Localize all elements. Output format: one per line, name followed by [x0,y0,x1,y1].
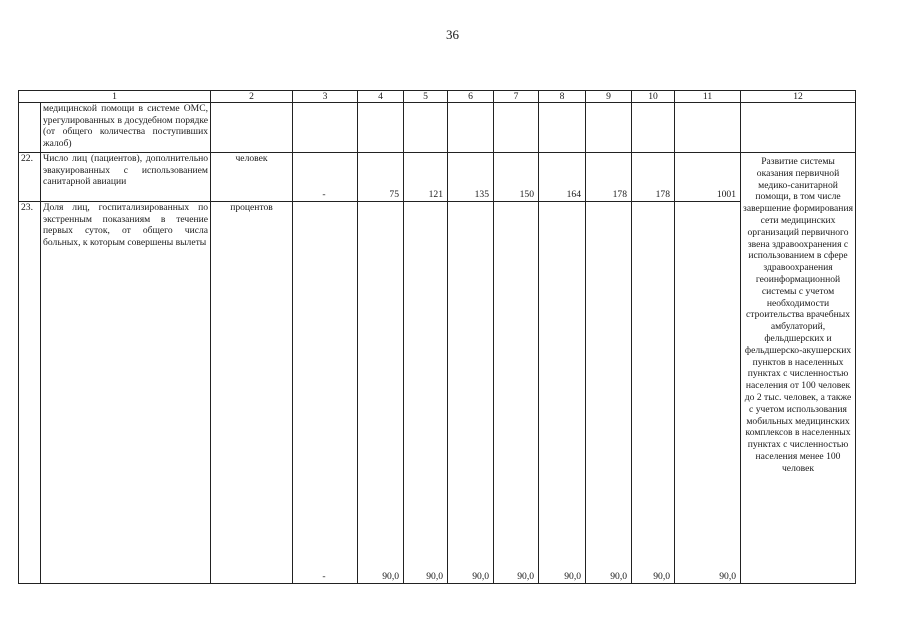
col-header-7: 7 [494,91,539,103]
value-cell: 121 [404,153,448,202]
value-cell: 90,0 [539,202,586,584]
row-number [19,103,41,153]
value-cell: 90,0 [494,202,539,584]
value-cell: 178 [632,153,675,202]
column-number-header [19,91,856,103]
value-cell: 135 [448,153,494,202]
indicator-name: Доля лиц, госпитализированных по экстренным показаниям в течение первых суток, от общего числа больных, к которым совершены вылеты [41,202,211,584]
table-row [19,103,856,153]
value-cell [632,103,675,153]
value-cell: 90,0 [358,202,404,584]
col-header-1: 1 [19,91,211,103]
value-cell: 90,0 [448,202,494,584]
empty-note-cell [741,103,856,153]
col-header-8: 8 [539,91,586,103]
value-cell [675,103,741,153]
unit-cell: человек [211,153,293,202]
value-cell: 178 [586,153,632,202]
value-cell [293,103,358,153]
value-cell: - [293,202,358,584]
value-cell: 90,0 [586,202,632,584]
value-cell [404,103,448,153]
value-cell [494,103,539,153]
note-cell: Развитие системы оказания первичной медико-санитарной помощи, в том числе завершение формирования сети медицинских организаций первичного звена здравоохранения с использованием в сфере здравоохранения геоинформационной системы с учетом необходимости строительства врачебных амбулаторий, фельдшерских и фельдшерско-акушерских пунктов в населенных пунктах с численностью населения от 100 человек до 2 тыс. человек, а также с учетом использования мобильных медицинских комплексов в населенных пунктах с численностью населения менее 100 человек [741,153,856,584]
col-header-10: 10 [632,91,675,103]
value-cell: 1001 [675,153,741,202]
col-header-12: 12 [741,91,856,103]
value-cell: - [293,153,358,202]
row-number: 23. [19,202,41,584]
value-cell: 75 [358,153,404,202]
unit-cell [211,103,293,153]
col-header-11: 11 [675,91,741,103]
value-cell [448,103,494,153]
value-cell [539,103,586,153]
value-cell: 150 [494,153,539,202]
col-header-4: 4 [358,91,404,103]
col-header-3: 3 [293,91,358,103]
indicator-name: Число лиц (пациентов), дополнительно эвакуированных с использованием санитарной авиации [41,153,211,202]
table-row [19,153,856,202]
col-header-9: 9 [586,91,632,103]
value-cell: 90,0 [675,202,741,584]
value-cell: 164 [539,153,586,202]
page-number: 36 [446,27,459,42]
indicators-table [18,90,856,584]
indicator-name: медицинской помощи в системе ОМС, урегулированных в досудебном порядке (от общего количества поступивших жалоб) [41,103,211,153]
unit-cell: процентов [211,202,293,584]
table-row [19,202,856,584]
value-cell: 90,0 [632,202,675,584]
col-header-5: 5 [404,91,448,103]
value-cell [586,103,632,153]
row-number: 22. [19,153,41,202]
value-cell: 90,0 [404,202,448,584]
value-cell [358,103,404,153]
col-header-2: 2 [211,91,293,103]
col-header-6: 6 [448,91,494,103]
